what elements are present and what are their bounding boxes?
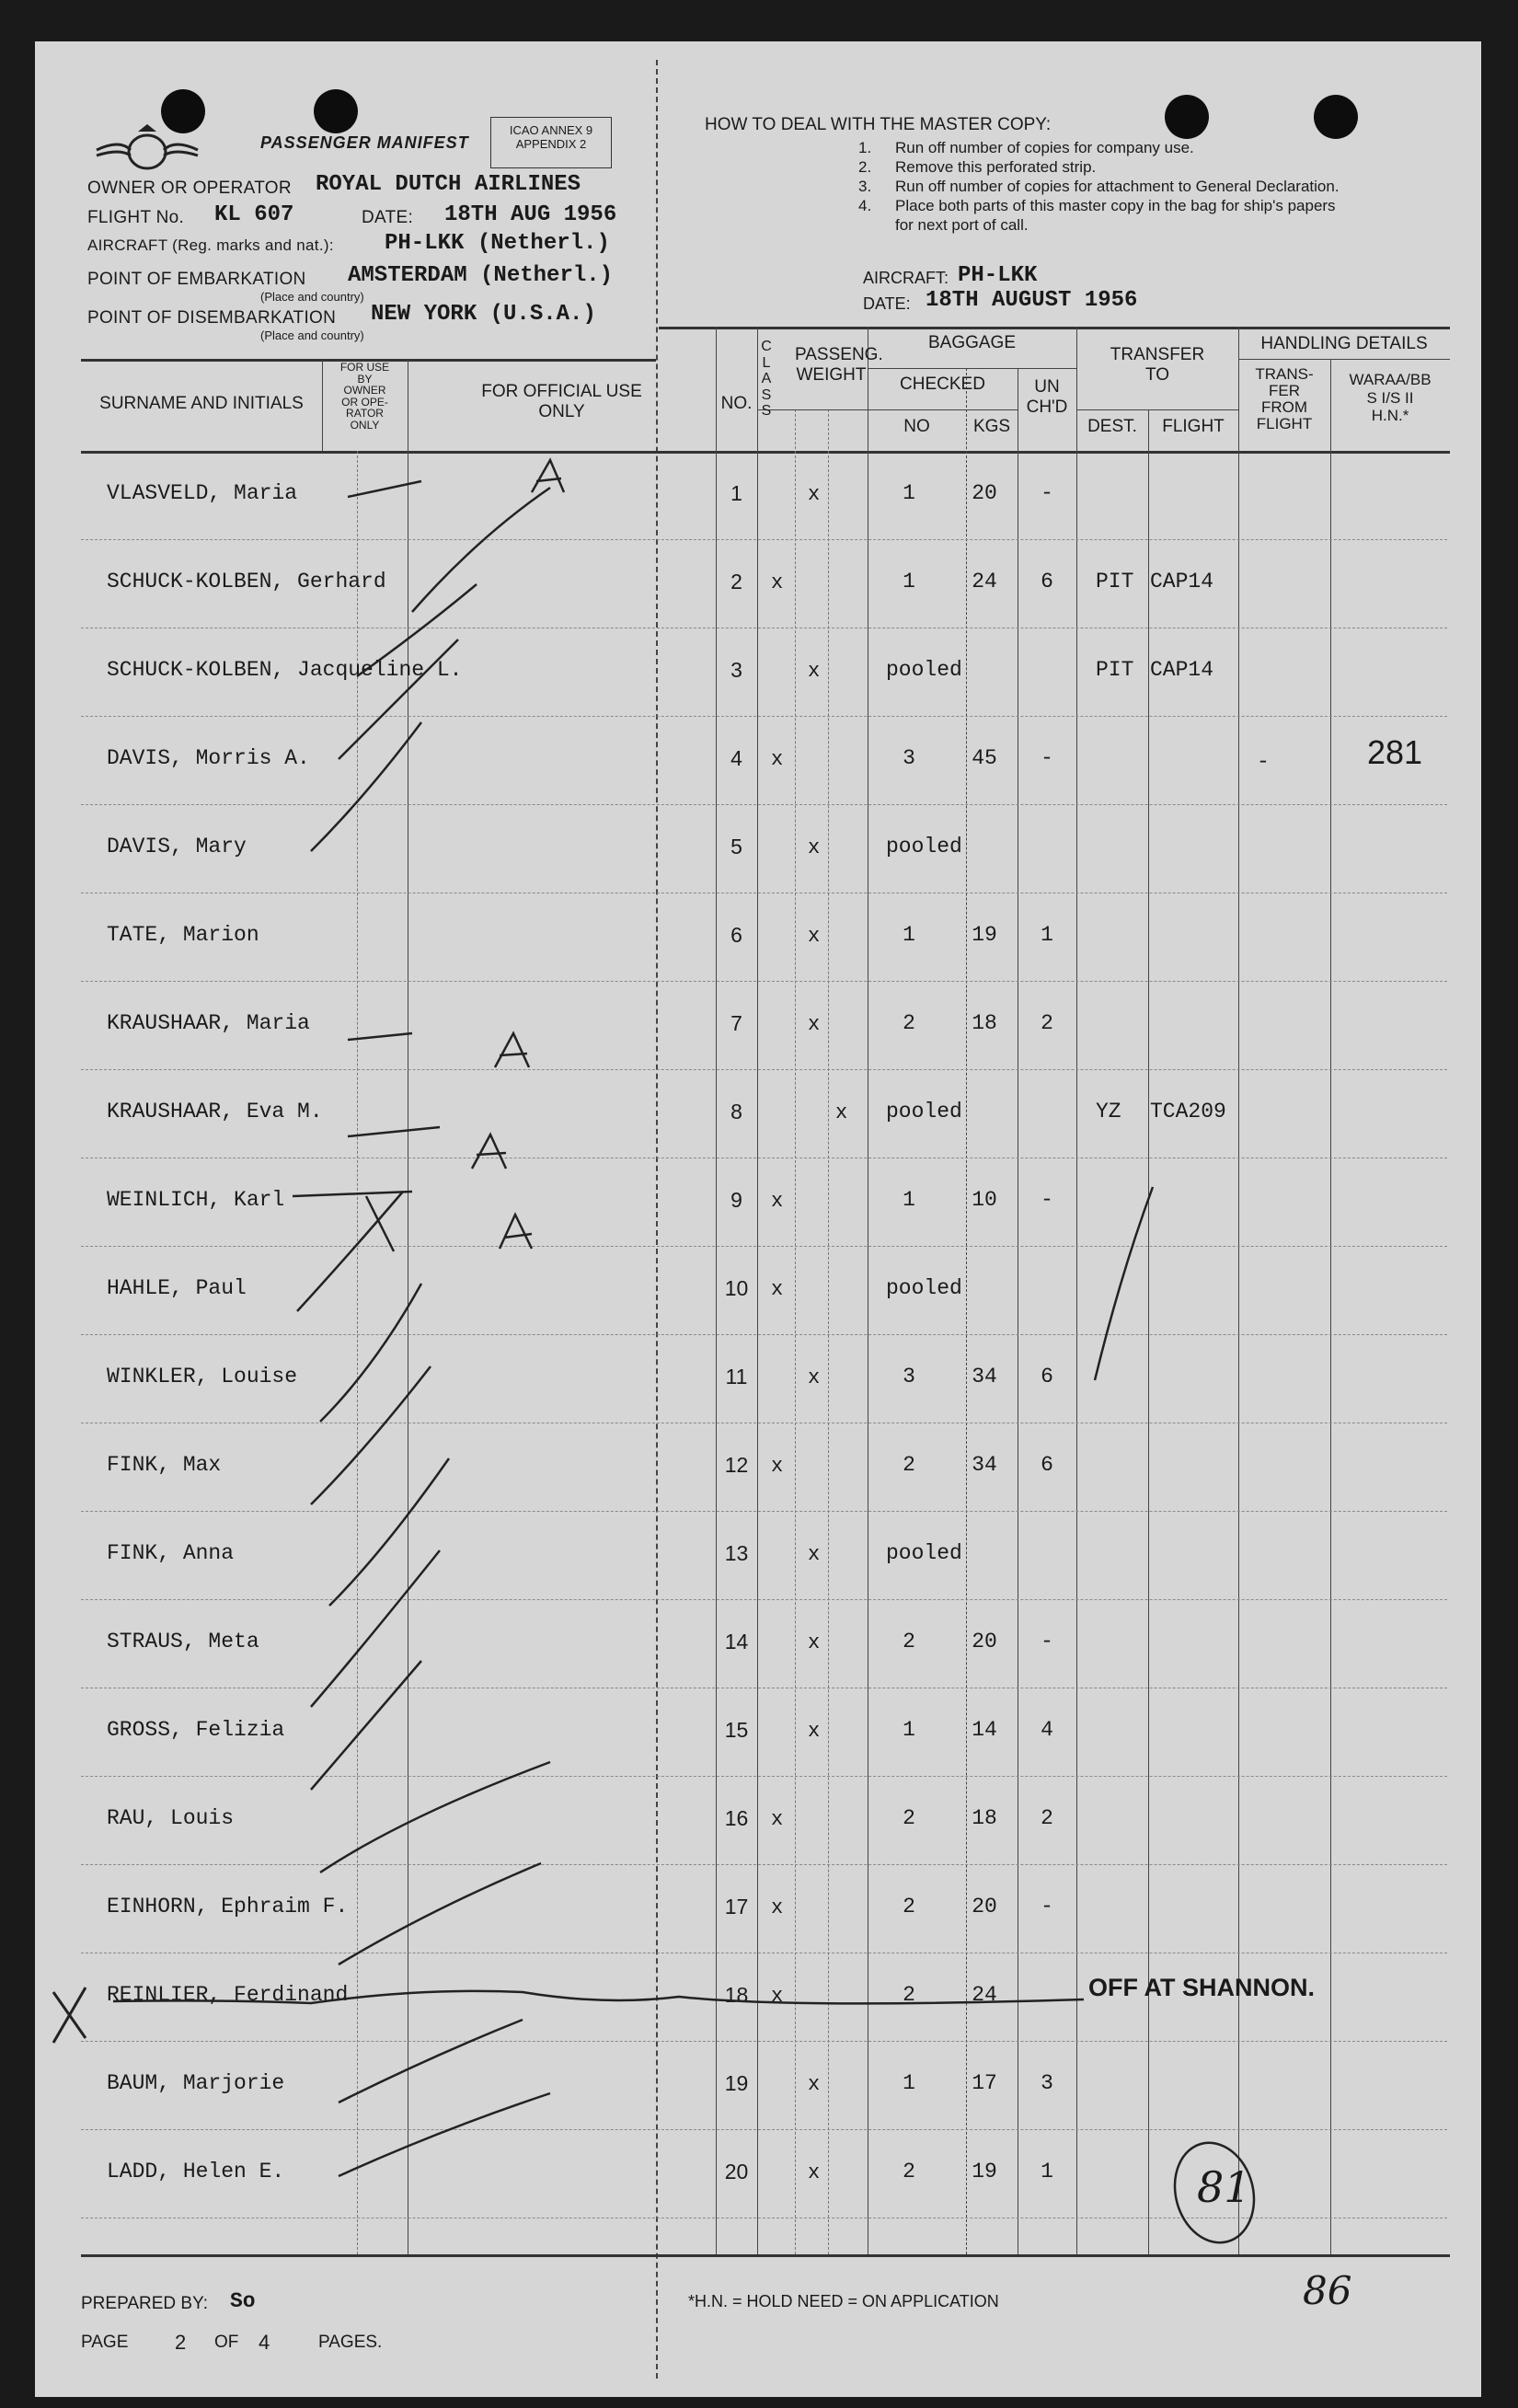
header-line: OWNER (343, 384, 386, 397)
weight-mark: x (808, 1366, 821, 1389)
baggage-count: 1 (903, 1718, 915, 1742)
baggage-count: 3 (903, 746, 915, 770)
passenger-name: TATE, Marion (107, 923, 259, 947)
header-line: S (761, 403, 772, 420)
unchecked-count: - (1041, 1895, 1053, 1918)
header-line: TO (1144, 364, 1170, 385)
row-note: OFF AT SHANNON. (1088, 1974, 1315, 2001)
unchecked-count: 6 (1041, 1365, 1053, 1388)
disembark-label: POINT OF DISEMBARKATION (87, 308, 337, 328)
unchecked-count: 2 (1041, 1011, 1053, 1035)
weight-mark: x (771, 1808, 784, 1831)
transfer-flight: CAP14 (1150, 658, 1214, 682)
page-label: PAGE (81, 2333, 129, 2352)
header-line: RATOR (346, 407, 384, 421)
baggage-count: 1 (903, 481, 915, 505)
hold-need: 281 (1367, 733, 1423, 771)
instr-aircraft-value: PH-LKK (958, 263, 1038, 288)
unchecked-count: 6 (1041, 570, 1053, 593)
circled-number: 81 (1197, 2162, 1251, 2212)
weight-mark: x (771, 1455, 784, 1478)
unchecked-count: - (1041, 481, 1053, 505)
form-title: PASSENGER MANIFEST (260, 133, 469, 152)
weight-mark: x (808, 1543, 821, 1566)
passenger-number: 6 (730, 923, 742, 947)
header-line: C (761, 339, 772, 354)
header-line: FLIGHT (1256, 414, 1313, 432)
manifest-sheet (35, 41, 1481, 2397)
weight-mark: x (771, 1190, 784, 1213)
col-surname: SURNAME AND INITIALS (99, 394, 304, 413)
unchecked-count: 2 (1041, 1806, 1053, 1830)
baggage-count: 2 (903, 2160, 915, 2183)
weight-mark: x (771, 1896, 784, 1919)
passenger-number: 10 (724, 1276, 749, 1300)
instruction-text: Run off number of copies for attachment to General Declaration. (895, 178, 1340, 195)
transfer-flight: TCA209 (1150, 1100, 1226, 1123)
passenger-number: 1 (730, 481, 742, 505)
header-line: ONLY (538, 401, 585, 421)
passenger-number: 19 (724, 2071, 749, 2095)
passenger-number: 2 (730, 570, 742, 593)
unchecked-count: 1 (1041, 923, 1053, 947)
header-line: FER (1269, 381, 1300, 399)
instruction-number: 4. (858, 197, 872, 214)
passenger-name: SCHUCK-KOLBEN, Jacqueline L. (107, 658, 463, 682)
transfer-dest: PIT (1096, 658, 1134, 682)
passenger-number: 11 (725, 1365, 748, 1388)
passenger-name: EINHORN, Ephraim F. (107, 1895, 349, 1918)
baggage-pooled: pooled (886, 1100, 962, 1123)
passenger-number: 5 (730, 835, 742, 858)
baggage-kgs: 45 (972, 746, 997, 770)
baggage-pooled: pooled (886, 1541, 962, 1565)
unchecked-count: - (1041, 1188, 1053, 1212)
page-value: 2 (175, 2331, 187, 2354)
passenger-name: SCHUCK-KOLBEN, Gerhard (107, 570, 386, 593)
owner-label: OWNER OR OPERATOR (87, 179, 292, 198)
header-line: PASSENG. (795, 345, 883, 364)
baggage-pooled: pooled (886, 658, 962, 682)
baggage-kgs: 17 (972, 2071, 997, 2095)
weight-mark: x (808, 2161, 821, 2184)
disembark-sub: (Place and country) (260, 328, 364, 342)
header-line: UN (1034, 377, 1060, 397)
transfer-from-flight: - (1257, 750, 1270, 774)
header-line: OR OPE- (341, 395, 388, 409)
unchecked-count: - (1041, 1630, 1053, 1653)
unchecked-count: 3 (1041, 2071, 1053, 2095)
of-label: OF (214, 2333, 239, 2352)
passenger-name: KRAUSHAAR, Maria (107, 1011, 310, 1035)
passenger-name: WEINLICH, Karl (107, 1188, 285, 1212)
baggage-count: 2 (903, 1806, 915, 1830)
baggage-count: 1 (903, 570, 915, 593)
passenger-name: WINKLER, Louise (107, 1365, 298, 1388)
header-line: S (761, 386, 772, 403)
embark-sub: (Place and country) (260, 290, 364, 304)
baggage-count: 3 (903, 1365, 915, 1388)
col-dest: DEST. (1087, 417, 1137, 436)
header-line: CH'D (1026, 397, 1068, 417)
baggage-kgs: 14 (972, 1718, 997, 1742)
passenger-name: GROSS, Felizia (107, 1718, 285, 1742)
pages-label: PAGES. (318, 2333, 383, 2352)
date-label: DATE: (362, 208, 414, 227)
instr-date-value: 18TH AUGUST 1956 (926, 288, 1138, 313)
passenger-name: RAU, Louis (107, 1806, 235, 1830)
weight-mark: x (808, 1013, 821, 1036)
passenger-name: FINK, Anna (107, 1541, 235, 1565)
instruction-text: for next port of call. (895, 216, 1029, 234)
transfer-flight: CAP14 (1150, 570, 1214, 593)
baggage-kgs: 19 (972, 923, 997, 947)
baggage-count: 2 (903, 1453, 915, 1477)
disembark-value: NEW YORK (U.S.A.) (371, 302, 596, 327)
passenger-name: FINK, Max (107, 1453, 222, 1477)
passenger-name: BAUM, Marjorie (107, 2071, 285, 2095)
passenger-name: KRAUSHAAR, Eva M. (107, 1100, 323, 1123)
passenger-name: HAHLE, Paul (107, 1276, 247, 1300)
passenger-name: STRAUS, Meta (107, 1630, 259, 1653)
unchecked-count: 1 (1041, 2160, 1053, 2183)
col-flight: FLIGHT (1162, 417, 1225, 436)
header-line: TRANS- (1255, 365, 1314, 383)
col-checked-kgs: KGS (972, 417, 1011, 436)
prepared-label: PREPARED BY: (81, 2294, 208, 2313)
col-handling: HANDLING DETAILS (1260, 334, 1428, 353)
transfer-dest: YZ (1096, 1100, 1121, 1123)
header-line: WARAA/BB (1349, 371, 1432, 388)
unchecked-count: 6 (1041, 1453, 1053, 1477)
col-no: NO. (720, 394, 753, 413)
instr-aircraft-label: AIRCRAFT: (863, 269, 949, 287)
passenger-number: 20 (724, 2160, 749, 2183)
baggage-pooled: pooled (886, 1276, 962, 1300)
weight-mark: x (808, 836, 821, 859)
transfer-dest: PIT (1096, 570, 1134, 593)
hn-note: *H.N. = HOLD NEED = ON APPLICATION (688, 2292, 999, 2310)
baggage-kgs: 18 (972, 1011, 997, 1035)
baggage-count: 2 (903, 1011, 915, 1035)
weight-mark: x (808, 2073, 821, 2096)
of-value: 4 (259, 2331, 270, 2354)
baggage-kgs: 24 (972, 570, 997, 593)
baggage-count: 1 (903, 2071, 915, 2095)
instruction-text: Run off number of copies for company use. (895, 139, 1194, 156)
header-line: H.N.* (1371, 407, 1409, 425)
passenger-name: LADD, Helen E. (107, 2160, 285, 2183)
weight-mark: x (808, 1720, 821, 1743)
icao-line: ICAO ANNEX 9 (509, 123, 593, 137)
passenger-number: 13 (724, 1541, 749, 1565)
weight-mark: x (771, 1278, 784, 1301)
instr-date-label: DATE: (863, 294, 911, 313)
weight-mark: x (835, 1101, 848, 1124)
weight-mark: x (808, 660, 821, 683)
passenger-number: 18 (724, 1983, 749, 2007)
passenger-name: DAVIS, Mary (107, 835, 247, 858)
weight-mark: x (771, 1985, 784, 2008)
header-line: A (761, 371, 772, 387)
header-line: L (762, 354, 771, 371)
instruction-text: Remove this perforated strip. (895, 158, 1097, 176)
baggage-kgs: 24 (972, 1983, 997, 2007)
baggage-kgs: 19 (972, 2160, 997, 2183)
weight-mark: x (771, 748, 784, 771)
baggage-kgs: 20 (972, 481, 997, 505)
col-baggage: BAGGAGE (927, 333, 1017, 352)
icao-line: APPENDIX 2 (515, 137, 587, 151)
header-line: ONLY (350, 418, 380, 432)
passenger-number: 3 (730, 658, 742, 682)
header-line: S I/S II (1366, 388, 1414, 407)
baggage-count: 2 (903, 1983, 915, 2007)
baggage-count: 1 (903, 1188, 915, 1212)
baggage-count: 2 (903, 1630, 915, 1653)
instruction-number: 1. (858, 139, 872, 156)
corner-number: 86 (1303, 2268, 1352, 2313)
prepared-value: So (230, 2289, 256, 2313)
passenger-number: 8 (730, 1100, 742, 1123)
baggage-kgs: 18 (972, 1806, 997, 1830)
baggage-count: 1 (903, 923, 915, 947)
baggage-kgs: 34 (972, 1453, 997, 1477)
baggage-pooled: pooled (886, 835, 962, 858)
passenger-number: 16 (724, 1806, 749, 1830)
instructions-title: HOW TO DEAL WITH THE MASTER COPY: (705, 115, 1052, 134)
aircraft-value: PH-LKK (Netherl.) (385, 231, 610, 256)
passenger-number: 7 (730, 1011, 742, 1035)
instruction-number: 2. (858, 158, 872, 176)
handwritten-marks (35, 41, 1481, 2397)
passenger-number: 15 (724, 1718, 749, 1742)
date-value: 18TH AUG 1956 (444, 202, 617, 227)
passenger-number: 12 (724, 1453, 749, 1477)
instruction-text: Place both parts of this master copy in the bag for ship's papers (895, 197, 1336, 214)
header-line: WEIGHT (796, 364, 867, 385)
passenger-number: 17 (724, 1895, 749, 1918)
aircraft-label: AIRCRAFT (Reg. marks and nat.): (87, 236, 334, 254)
weight-mark: x (808, 1631, 821, 1654)
owner-value: ROYAL DUTCH AIRLINES (316, 172, 581, 197)
header-line: TRANSFER (1110, 345, 1205, 364)
header-line: FOR USE (339, 361, 390, 374)
header-line: FOR OFFICIAL USE (481, 382, 642, 401)
embark-label: POINT OF EMBARKATION (87, 270, 306, 289)
baggage-kgs: 20 (972, 1895, 997, 1918)
baggage-kgs: 10 (972, 1188, 997, 1212)
weight-mark: x (808, 925, 821, 948)
instruction-number: 3. (858, 178, 872, 195)
baggage-kgs: 34 (972, 1365, 997, 1388)
col-checked-no: NO (903, 417, 930, 436)
col-checked: CHECKED (900, 374, 985, 394)
header-line: FROM (1260, 397, 1308, 416)
passenger-number: 9 (730, 1188, 742, 1212)
baggage-kgs: 20 (972, 1630, 997, 1653)
flight-label: FLIGHT No. (87, 208, 185, 227)
weight-mark: x (808, 483, 821, 506)
passenger-name: REINLIER, Ferdinand (107, 1983, 349, 2007)
unchecked-count: - (1041, 746, 1053, 770)
passenger-name: VLASVELD, Maria (107, 481, 298, 505)
embark-value: AMSTERDAM (Netherl.) (348, 263, 614, 288)
header-line: BY (357, 372, 373, 386)
passenger-number: 4 (730, 746, 742, 770)
unchecked-count: 4 (1041, 1718, 1053, 1742)
passenger-number: 14 (724, 1630, 749, 1653)
baggage-count: 2 (903, 1895, 915, 1918)
passenger-name: DAVIS, Morris A. (107, 746, 310, 770)
flight-value: KL 607 (214, 202, 294, 227)
weight-mark: x (771, 571, 784, 594)
